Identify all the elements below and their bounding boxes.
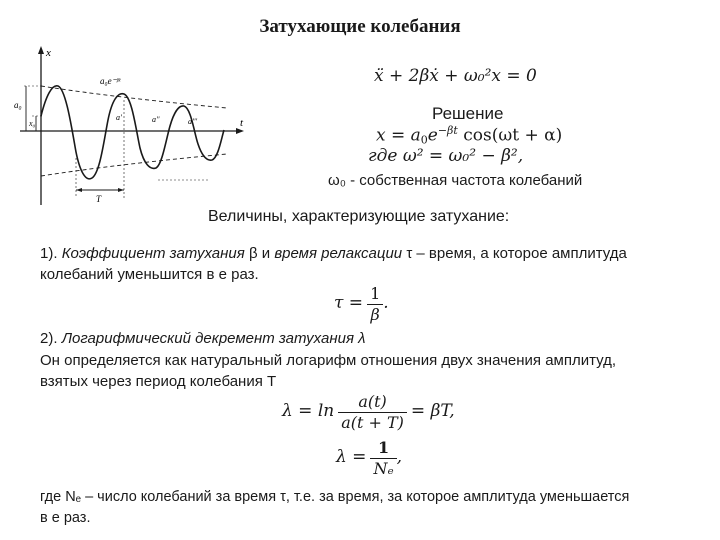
- a2-label: a'': [152, 115, 160, 124]
- differential-equation: ẍ + 2βẋ + ω₀²x = 0: [374, 66, 537, 86]
- a3-label: a''': [188, 117, 198, 126]
- where-omega: где ω² = ω₀² − β²,: [368, 146, 524, 166]
- lambda2-num: 1: [370, 438, 396, 459]
- solution-label: Решение: [432, 104, 504, 123]
- envelope-label: a₀e⁻ᵝᵗ: [100, 76, 121, 86]
- tau-num: 1: [367, 284, 383, 305]
- item2-number: 2).: [40, 330, 58, 347]
- a0-label: a₀: [14, 100, 22, 110]
- damped-oscillation-plot: [12, 40, 262, 210]
- item1-term1: Коэффициент затухания: [61, 245, 245, 262]
- item1-tau-text: τ – время, а которое амплитуда: [406, 245, 627, 262]
- quantities-heading: Величины, характеризующие затухание:: [208, 208, 510, 225]
- lambda1-lhs: λ = ln: [282, 401, 335, 422]
- lambda1-rhs: = βT,: [410, 401, 455, 422]
- tau-den: β: [370, 305, 380, 324]
- tau-lhs: τ =: [334, 293, 364, 314]
- item1-number: 1).: [40, 245, 58, 262]
- lambda2-lhs: λ =: [336, 447, 367, 468]
- item1-line1: [40, 245, 627, 262]
- solution-rest: cos(ωt + α): [463, 125, 563, 146]
- upper-envelope: [41, 86, 227, 108]
- x0-label: x₀: [29, 119, 36, 128]
- tau-end: .: [383, 293, 389, 314]
- solution-lhs: x = a: [376, 125, 421, 146]
- item2-line0: [40, 330, 366, 347]
- item1-and: и: [261, 245, 271, 262]
- tau-formula: [334, 284, 389, 325]
- t-axis-label: t: [240, 117, 244, 129]
- lambda-formula-1: [282, 392, 455, 433]
- lambda-formula-2: [336, 438, 402, 479]
- a1-label: a': [116, 113, 122, 122]
- item2-term: Логарифмический декремент затухания: [61, 330, 354, 347]
- period-label: T: [96, 194, 102, 204]
- lower-envelope: [41, 154, 227, 176]
- oscillation-curve: [41, 86, 224, 179]
- footer-line2: в e раз.: [40, 510, 91, 526]
- lambda1-num: a(t): [338, 392, 407, 413]
- lambda2-end: ,: [396, 447, 403, 468]
- item1-line2: колебаний уменьшится в e раз.: [40, 266, 259, 283]
- footer-line1: где Nₑ – число колебаний за время τ, т.е. за время, за которое амплитуда уменьшается: [40, 489, 630, 505]
- item2-line1: Он определяется как натуральный логарифм отношения двух значения амплитуд,: [40, 352, 617, 369]
- solution-formula: $x = a_0e^{-\beta t}$ cos(ωt + α): [376, 124, 563, 147]
- lambda1-den: a(t + T): [341, 413, 404, 432]
- x-axis-label: x: [46, 47, 51, 59]
- omega0-description: ω₀ - собственная частота колебаний: [328, 172, 583, 189]
- x-axis-arrow: [38, 46, 44, 54]
- lambda2-den: Nₑ: [373, 459, 394, 478]
- solution-exp: −βt: [437, 124, 458, 137]
- item2-line2: взятых через период колебания T: [40, 373, 277, 390]
- item1-beta: β: [248, 245, 258, 262]
- item1-term2: время релаксации: [274, 245, 403, 262]
- item2-lambda: λ: [358, 330, 366, 347]
- slide-title: Затухающие колебания: [259, 16, 461, 37]
